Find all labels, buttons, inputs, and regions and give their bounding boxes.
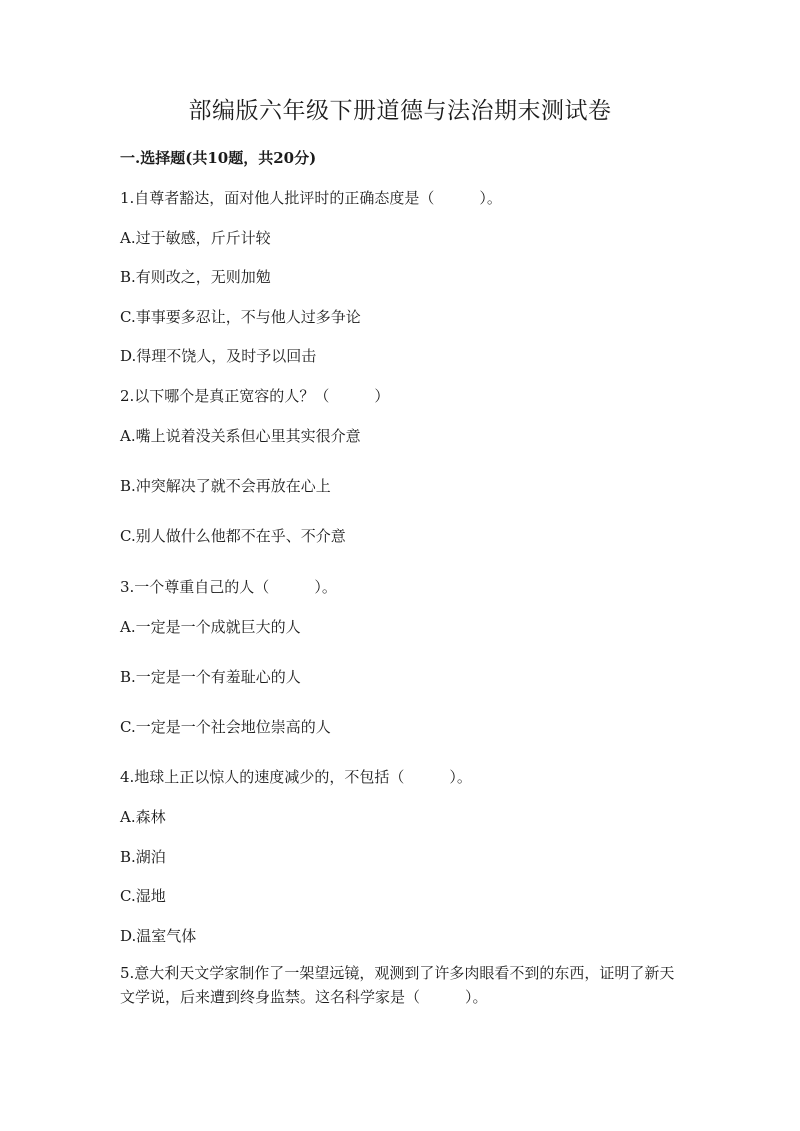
question-5-stem: 5.意大利天文学家制作了一架望远镜，观测到了许多肉眼看不到的东西，证明了新天文学说，后来遭到终身监禁。这名科学家是（ ）。 (120, 964, 675, 1006)
question-4-option-b: B.湖泊 (120, 848, 166, 866)
question-4-option-c: C.湿地 (120, 887, 166, 905)
question-2-stem: 2.以下哪个是真正宽容的人？（ ） (120, 387, 390, 405)
question-2-option-c: C.别人做什么他都不在乎、不介意 (120, 527, 346, 545)
question-4-stem: 4.地球上正以惊人的速度减少的，不包括（ ）。 (120, 768, 472, 786)
question-2-option-b: B.冲突解决了就不会再放在心上 (120, 477, 331, 495)
page-title: 部编版六年级下册道德与法治期末测试卷 (188, 98, 612, 124)
question-4-option-a: A.森林 (120, 808, 166, 826)
question-1-option-a: A.过于敏感，斤斤计较 (120, 229, 271, 247)
question-2-option-a: A.嘴上说着没关系但心里其实很介意 (120, 427, 361, 445)
question-3-option-c: C.一定是一个社会地位崇高的人 (120, 718, 331, 736)
section-heading: 一.选择题(共10题，共20分) (120, 149, 317, 167)
question-3-option-b: B.一定是一个有羞耻心的人 (120, 668, 301, 686)
question-1-option-d: D.得理不饶人，及时予以回击 (120, 347, 317, 365)
question-1-option-c: C.事事要多忍让，不与他人过多争论 (120, 308, 361, 326)
question-3-option-a: A.一定是一个成就巨大的人 (120, 618, 301, 636)
question-1-option-b: B.有则改之，无则加勉 (120, 268, 271, 286)
question-4-option-d: D.温室气体 (120, 927, 197, 945)
question-3-stem: 3.一个尊重自己的人（ ）。 (120, 578, 337, 596)
question-1-stem: 1.自尊者豁达，面对他人批评时的正确态度是（ ）。 (120, 189, 502, 207)
